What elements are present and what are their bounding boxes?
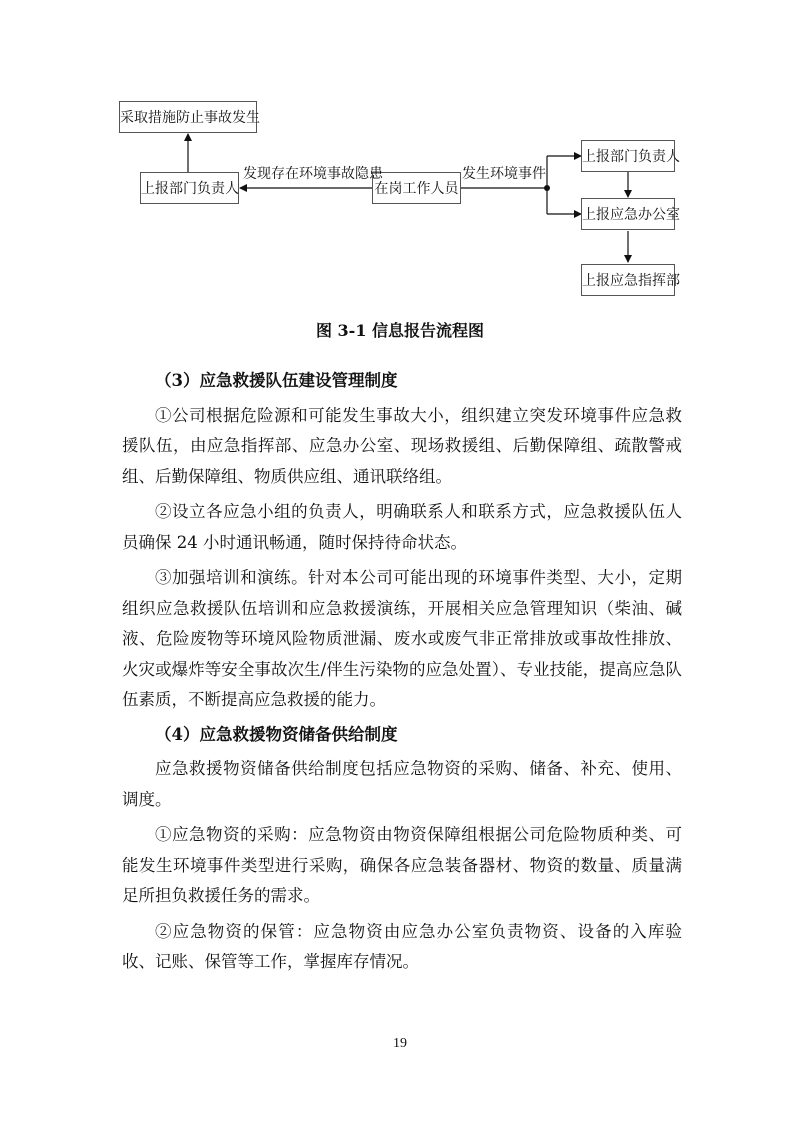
box-onsite-staff: 在岗工作人员 (372, 172, 461, 204)
label-event-occurs: 发生环境事件 (462, 166, 546, 182)
paragraph: 应急救援物资储备供给制度包括应急物资的采购、储备、补充、使用、调度。 (122, 759, 682, 809)
box-emergency-office: 上报应急办公室 (581, 198, 675, 230)
label-hazard-found: 发现存在环境事故隐患 (243, 166, 383, 182)
section-heading-team: （3）应急救援队伍建设管理制度 (155, 371, 398, 390)
box-emergency-command: 上报应急指挥部 (581, 264, 675, 296)
paragraph: ①公司根据危险源和可能发生事故大小，组织建立突发环境事件应急救援队伍，由应急指挥部、应急办公室、现场救援组、后勤保障组、疏散警戒组、后勤保障组、物质供应组、通讯联络组。 (122, 405, 682, 486)
box-report-dept-right: 上报部门负责人 (581, 140, 675, 172)
figure-caption: 图 3-1 信息报告流程图 (315, 321, 485, 340)
paragraph: ①应急物资的采购：应急物资由物资保障组根据公司危险物质种类、可能发生环境事件类型进行采购，确保各应急装备器材、物资的数量、质量满足所担负救援任务的需求。 (122, 825, 682, 905)
box-report-dept-left: 上报部门负责人 (140, 172, 239, 204)
page-number: 19 (393, 1036, 407, 1051)
paragraph: ③加强培训和演练。针对本公司可能出现的环境事件类型、大小，定期组织应急救援队伍培训和应急救援演练，开展相关应急管理知识（柴油、碱液、危险废物等环境风险物质泄漏、废水或废气非正常排放或事故性排放、火灾或爆炸等安全事故次生/伴生污染物的应急处置）、专业技能，提高应急队伍素质，不断提高应急救援的能力。 (122, 568, 682, 709)
paragraph: ②设立各应急小组的负责人，明确联系人和联系方式，应急救援队伍人员确保 24 小时通讯畅通，随时保持待命状态。 (122, 502, 682, 552)
flowchart-connectors (0, 0, 800, 310)
box-prevent-accident: 采取措施防止事故发生 (119, 101, 257, 133)
paragraph: ②应急物资的保管：应急物资由应急办公室负责物资、设备的入库验收、记账、保管等工作，掌握库存情况。 (122, 921, 682, 971)
section-heading-supplies: （4）应急救援物资储备供给制度 (155, 724, 398, 744)
body-text (122, 362, 682, 978)
